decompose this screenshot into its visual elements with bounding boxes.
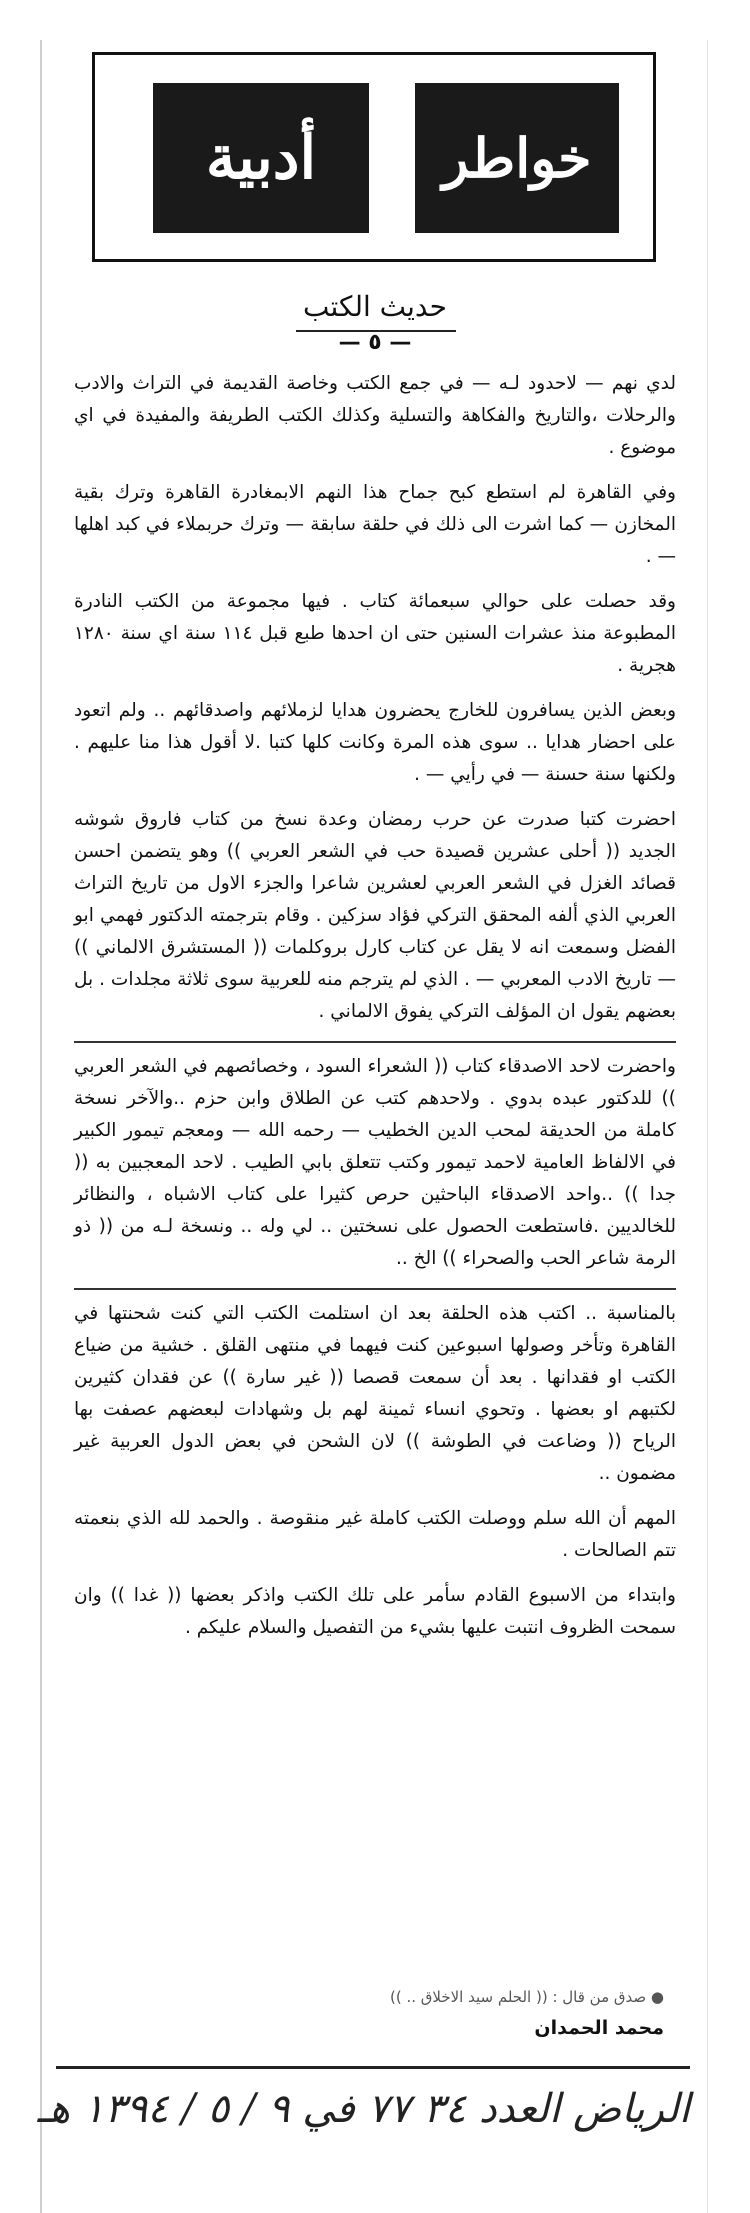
header-word: أدبية [205, 123, 317, 193]
article-paragraph: احضرت كتبا صدرت عن حرب رمضان وعدة نسخ من كتاب فاروق شوشه الجديد (( أحلى عشرين قصيدة حب في الشعر العربي )) وهو يتضمن احسن قصائد الغزل في الشعر العربي لعشرين شاعرا والجزء الاول من تاريخ التراث العربي الذي ألفه المحقق التركي فؤاد سزكين . وقام بترجمته الدكتور فهمي ابو الفضل وسمعت انه لا يقل عن كتاب كارل بروكلمات (( المستشرق الالماني )) — تاريخ الادب المعربي — . الذي لم يترجم منه للعربية سوى ثلاثة مجلدات . بل بعضهم يقول ان المؤلف التركي يفوق الالماني . [74, 809, 676, 1022]
article-paragraph: واحضرت لاحد الاصدقاء كتاب (( الشعراء السود ، وخصائصهم في الشعر العربي )) للدكتور عبده بدوي . ولاحدهم كتب عن الطلاق وابن حزم ..والآخر نسخة كاملة من الحديقة لمحب الدين الخطيب — رحمه الله — ومعجم تيمور الكبير في الالفاظ العامية لاحمد تيمور وكتب تتعلق بابي الطيب . لاحد المعجبين به (( جدا )) ..واحد الاصدقاء الباحثين حرص كثيرا على كتاب الاشباه ، والنظائر للخالديين .فاستطعت الحصول على نسختين .. لي وله .. ونسخة لـه من (( ذو الرمة شاعر الحب والصحراء )) الخ .. [74, 1041, 676, 1275]
header-title-block [415, 83, 619, 233]
article-paragraph: المهم أن الله سلم ووصلت الكتب كاملة غير منقوصة . والحمد لله الذي بنعمته تتم الصالحات . [74, 1508, 676, 1561]
closing-quote: ● صدق من قال : (( الحلم سيد الاخلاق .. )) [389, 1988, 664, 2006]
article-paragraph: وفي القاهرة لم استطع كبح جماح هذا النهم الابمغادرة القاهرة وترك بقية المخازن — كما اشرت الى ذلك في حلقة سابقة — وترك حربملاء في كبد اهلها — . [74, 482, 676, 567]
author-name: محمد الحمدان [534, 2017, 664, 2039]
article-body [74, 368, 676, 1657]
article-paragraph: وابتداء من الاسبوع القادم سأمر على تلك الكتب واذكر بعضها (( غدا )) وان سمحت الظروف انتبت عليها بشيء من التفصيل والسلام عليكم . [74, 1585, 676, 1638]
header-word: خواطر [442, 126, 592, 190]
bottom-divider [56, 2066, 690, 2069]
header-title-block [153, 83, 369, 233]
article-paragraph: لدي نهم — لاحدود لـه — في جمع الكتب وخاصة القديمة في التراث والادب والرحلات ،والتاريخ والفكاهة والتسلية وكذلك الكتب الطريفة والمفيدة في اي موضوع . [74, 373, 676, 458]
handwritten-source-note: الرياض العدد ٣٤ ٧٧ في ٩ / ٥ / ١٣٩٤ هـ [37, 2086, 690, 2132]
article-paragraph: وبعض الذين يسافرون للخارج يحضرون هدايا لزملائهم واصدقائهم .. ولم اتعود على احضار هدايا .. سوى هذه المرة وكانت كلها كتبا .لا أقول هذا منا عليهم . ولكنها سنة حسنة — في رأيي — . [74, 700, 676, 785]
section-header [92, 52, 656, 262]
article-paragraph: بالمناسبة .. اكتب هذه الحلقة بعد ان استلمت الكتب التي كنت شحنتها في القاهرة وتأخر وصولها اسبوعين كنت فيهما في منتهى القلق . خشية من ضياع الكتب او فقدانها . بعد أن سمعت قصصا (( غير سارة )) عن فقدان كثيرين لكتبهم او بعضها . وتحوي انساء ثمينة لهم بل وشهادات لبعضهم عصفت بها الرياح (( وضاعت في الطوشة )) لان الشحن في بعض الدول العربية غير مضمون .. [74, 1288, 676, 1490]
page-edge [40, 40, 42, 2213]
page-edge [707, 40, 708, 2213]
article-paragraph: وقد حصلت على حوالي سبعمائة كتاب . فيها مجموعة من الكتب النادرة المطبوعة منذ عشرات السنين حتى ان احدها طبع قبل ١١٤ سنة اي سنة ١٢٨٠ هجرية . [74, 591, 676, 676]
article-title: حديث الكتب [303, 290, 447, 323]
part-number: — ٥ — [338, 330, 412, 355]
